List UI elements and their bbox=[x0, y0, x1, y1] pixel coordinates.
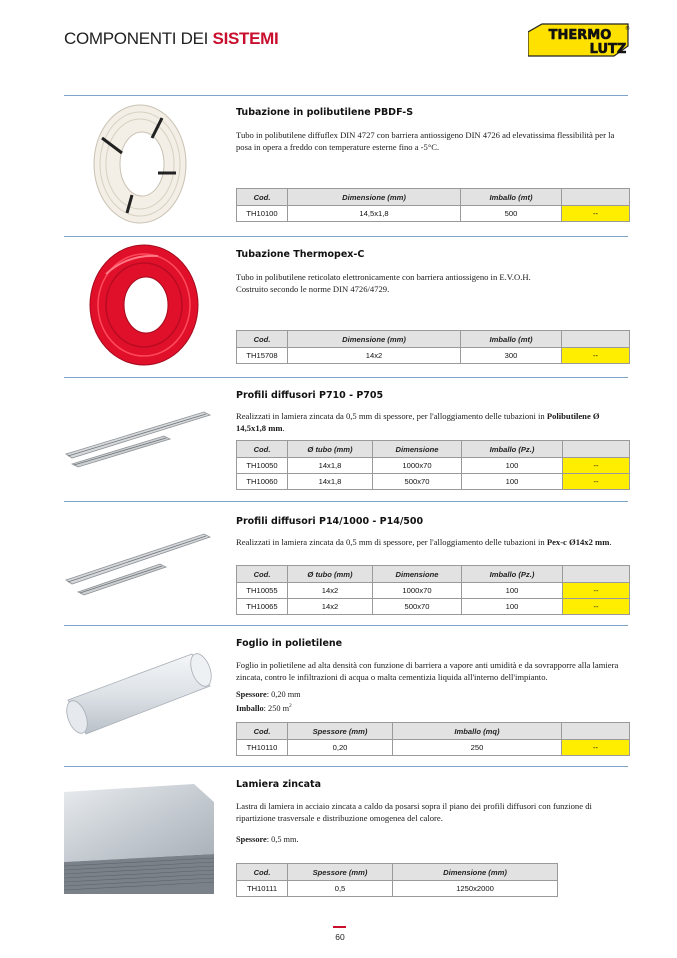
table-header bbox=[562, 189, 630, 206]
product-table bbox=[236, 440, 630, 490]
table-cell-price: -- bbox=[563, 583, 630, 599]
table-cell: 1250x2000 bbox=[393, 881, 558, 897]
table-cell: TH10065 bbox=[237, 599, 288, 615]
table-row bbox=[237, 206, 630, 222]
thermolutz-logo bbox=[528, 20, 630, 64]
table-cell: 14x2 bbox=[288, 348, 461, 364]
table-header: Imballo (mq) bbox=[393, 723, 562, 740]
section-divider bbox=[64, 625, 628, 626]
spec-label: Spessore bbox=[236, 690, 267, 699]
product-table bbox=[236, 863, 558, 897]
description-bold: Pex-c Ø14x2 mm bbox=[546, 537, 610, 547]
table-header: Dimensione bbox=[373, 441, 462, 458]
section-divider bbox=[64, 377, 628, 378]
pipe-coil-red-image bbox=[88, 244, 200, 366]
section-divider bbox=[64, 236, 628, 237]
description-line: Tubo in polibutilene reticolato elettronicamente con barriera antiossigeno in E.V.O.H. bbox=[236, 272, 531, 282]
table-cell: 500 bbox=[461, 206, 562, 222]
spec-superscript: 2 bbox=[289, 702, 292, 709]
table-cell: 250 bbox=[393, 740, 562, 756]
table-header: Dimensione (mm) bbox=[288, 189, 461, 206]
table-row bbox=[237, 881, 558, 897]
table-row bbox=[237, 458, 630, 474]
table-header bbox=[562, 331, 630, 348]
logo-text-line1: THERMO bbox=[548, 28, 612, 43]
table-cell-price: -- bbox=[563, 599, 630, 615]
table-row bbox=[237, 474, 630, 490]
description-text: . bbox=[609, 537, 612, 547]
page-title bbox=[64, 29, 278, 49]
product-title: Profili diffusori P710 - P705 bbox=[236, 390, 384, 401]
table-cell: TH10050 bbox=[237, 458, 288, 474]
logo-registered-mark: ® bbox=[625, 26, 630, 32]
table-header: Imballo (mt) bbox=[461, 189, 562, 206]
table-cell: 1000x70 bbox=[373, 458, 462, 474]
description-line: Costruito secondo le norme DIN 4726/4729. bbox=[236, 284, 390, 295]
spec-value: : 0,5 mm. bbox=[266, 835, 299, 844]
profile-diffusers-image bbox=[64, 528, 212, 598]
product-title: Lamiera zincata bbox=[236, 779, 322, 790]
table-cell-price: -- bbox=[562, 206, 630, 222]
table-header: Ø tubo (mm) bbox=[288, 566, 373, 583]
product-specs bbox=[236, 835, 299, 846]
profile-diffusers-image bbox=[64, 406, 212, 468]
table-row bbox=[237, 583, 630, 599]
table-header: Cod. bbox=[237, 566, 288, 583]
section-divider bbox=[64, 95, 628, 96]
table-header bbox=[562, 723, 630, 740]
table-row bbox=[237, 348, 630, 364]
table-cell: TH15708 bbox=[237, 348, 288, 364]
table-cell: 300 bbox=[461, 348, 562, 364]
product-description: Tubo in polibutilene diffuflex DIN 4727 con barriera antiossigeno DIN 4726 ad elevatissima flessibilità per la posa in opera a freddo con temperature esterne fino a -5°C. bbox=[236, 130, 615, 153]
product-title: Tubazione Thermopex-C bbox=[236, 249, 365, 260]
galvanized-sheet-image bbox=[64, 784, 214, 894]
product-title: Profili diffusori P14/1000 - P14/500 bbox=[236, 516, 424, 527]
section-divider bbox=[64, 766, 628, 767]
table-header: Dimensione (mm) bbox=[288, 331, 461, 348]
product-specs bbox=[236, 690, 301, 714]
spec-label: Imballo bbox=[236, 703, 264, 713]
table-header: Imballo (Pz.) bbox=[462, 441, 563, 458]
product-description bbox=[236, 536, 630, 548]
table-header: Imballo (mt) bbox=[461, 331, 562, 348]
table-cell: TH10100 bbox=[237, 206, 288, 222]
product-description: Lastra di lamiera in acciaio zincata a caldo da posarsi sopra il piano dei profili diffusori con funzione di ripartizione trasversale e distribuzione omogenea del calore. bbox=[236, 801, 592, 824]
table-header bbox=[563, 566, 630, 583]
table-header: Ø tubo (mm) bbox=[288, 441, 373, 458]
table-cell: 100 bbox=[462, 599, 563, 615]
spec-line bbox=[236, 835, 299, 846]
table-header: Cod. bbox=[237, 441, 288, 458]
section-divider bbox=[64, 501, 628, 502]
table-cell: TH10111 bbox=[237, 881, 288, 897]
product-title: Foglio in polietilene bbox=[236, 638, 343, 649]
table-cell: TH10060 bbox=[237, 474, 288, 490]
table-cell: 500x70 bbox=[373, 599, 462, 615]
product-table bbox=[236, 330, 630, 364]
product-table bbox=[236, 565, 630, 615]
table-cell: 1000x70 bbox=[373, 583, 462, 599]
table-cell: 0,20 bbox=[288, 740, 393, 756]
description-text: Realizzati in lamiera zincata da 0,5 mm di spessore, per l'alloggiamento delle tubazioni in bbox=[236, 537, 547, 547]
table-header: Spessore (mm) bbox=[288, 723, 393, 740]
table-cell: 14x2 bbox=[288, 599, 373, 615]
pipe-coil-white-image bbox=[92, 103, 192, 225]
product-table bbox=[236, 722, 630, 756]
spec-line bbox=[236, 701, 301, 714]
table-cell: 100 bbox=[462, 583, 563, 599]
table-header: Cod. bbox=[237, 723, 288, 740]
table-cell-price: -- bbox=[562, 348, 630, 364]
table-row bbox=[237, 740, 630, 756]
table-header: Dimensione (mm) bbox=[393, 864, 558, 881]
polyethylene-roll-image bbox=[64, 650, 214, 736]
table-header: Cod. bbox=[237, 189, 288, 206]
spec-line bbox=[236, 690, 301, 701]
table-header: Imballo (Pz.) bbox=[462, 566, 563, 583]
table-header: Dimensione bbox=[373, 566, 462, 583]
table-cell: TH10055 bbox=[237, 583, 288, 599]
table-cell: 14x1,8 bbox=[288, 458, 373, 474]
product-title: Tubazione in polibutilene PBDF-S bbox=[236, 107, 414, 118]
page-number: 60 bbox=[335, 932, 345, 942]
table-row bbox=[237, 599, 630, 615]
table-cell-price: -- bbox=[563, 474, 630, 490]
table-header bbox=[563, 441, 630, 458]
page-title-bold: SISTEMI bbox=[212, 29, 279, 48]
description-bold: Polibutilene Ø 14,5x1,8 mm bbox=[236, 411, 600, 434]
table-cell: 100 bbox=[462, 474, 563, 490]
spec-value: : 0,20 mm bbox=[266, 690, 301, 699]
spec-value: : 250 m bbox=[263, 703, 290, 713]
table-cell: 14x2 bbox=[288, 583, 373, 599]
table-cell: TH10110 bbox=[237, 740, 288, 756]
product-description: Foglio in polietilene ad alta densità con funzione di barriera a vapore anti umidità e da sovrapporre alla lamiera zincata, contro le infiltrazioni di acqua o malta cementizia liquida all'interno dell'impianto. bbox=[236, 660, 619, 683]
table-cell-price: -- bbox=[562, 740, 630, 756]
logo-text-line2: LUTZ bbox=[589, 42, 627, 57]
page-number-accent bbox=[333, 926, 346, 928]
spec-label: Spessore bbox=[236, 835, 267, 844]
table-cell: 0,5 bbox=[288, 881, 393, 897]
table-header: Spessore (mm) bbox=[288, 864, 393, 881]
description-text: Realizzati in lamiera zincata da 0,5 mm di spessore, per l'alloggiamento delle tubazioni in bbox=[236, 411, 547, 421]
table-header: Cod. bbox=[237, 331, 288, 348]
product-description bbox=[236, 410, 630, 434]
table-cell: 14,5x1,8 bbox=[288, 206, 461, 222]
product-table bbox=[236, 188, 630, 222]
product-description bbox=[236, 271, 630, 295]
table-cell: 14x1,8 bbox=[288, 474, 373, 490]
table-cell: 500x70 bbox=[373, 474, 462, 490]
page-title-light: COMPONENTI DEI bbox=[64, 29, 209, 48]
table-header: Cod. bbox=[237, 864, 288, 881]
description-text: . bbox=[282, 423, 285, 434]
table-cell-price: -- bbox=[563, 458, 630, 474]
table-cell: 100 bbox=[462, 458, 563, 474]
